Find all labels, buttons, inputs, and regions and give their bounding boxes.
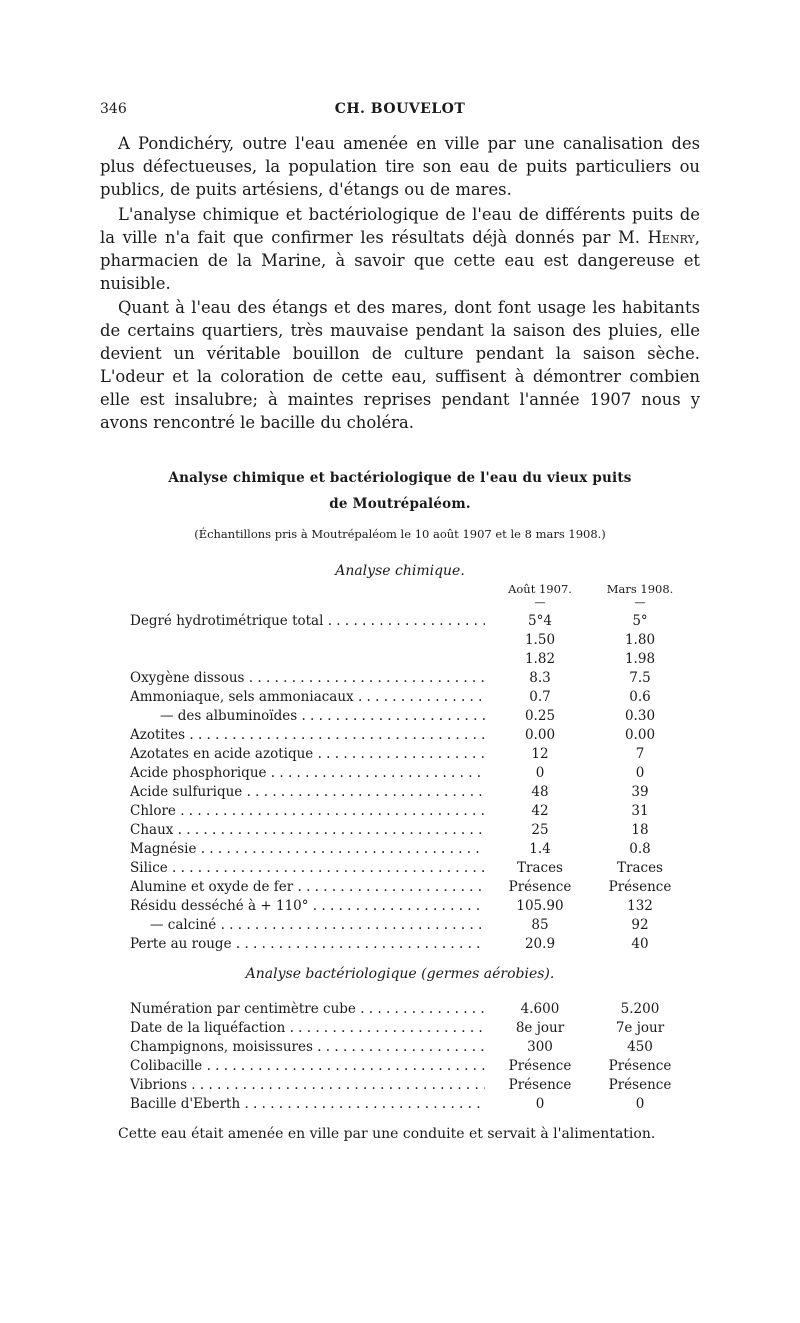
paragraph-2-text-a: L'analyse chimique et bactériologique de l'eau de différents puits de la ville n'a fait que confirmer les résultats déjà donnés par M.: [100, 205, 700, 247]
row-value-1907: 1.82: [524, 651, 556, 667]
row-label: Degré hydrotimétrique total . . .: [130, 612, 485, 631]
row-label: — des albuminoïdes . . .: [130, 707, 485, 726]
row-label: Perte au rouge . . .: [130, 935, 485, 954]
row-value-1908: 18: [631, 822, 649, 838]
row-label: Numération par centimètre cube . . .: [130, 1000, 485, 1019]
running-head: CH. BOUVELOT: [334, 101, 466, 117]
column-header-dash-2: —: [634, 596, 646, 609]
row-value-1907: 20.9: [524, 936, 556, 952]
row-value-1907: 0.00: [524, 727, 556, 743]
table-row: [130, 935, 690, 954]
row-label: Colibacille . . .: [130, 1057, 485, 1076]
author-name-henry: Henry: [647, 228, 695, 247]
row-value-1908: 40: [631, 936, 649, 952]
paragraph-2: [100, 203, 700, 295]
row-value-1908: 5.200: [620, 1001, 660, 1017]
row-label: Magnésie . . .: [130, 840, 485, 859]
table-row: [130, 878, 690, 897]
row-value-1908: 0: [635, 765, 645, 781]
table-row: [130, 669, 690, 688]
table-row: [130, 783, 690, 802]
paragraph-1: A Pondichéry, outre l'eau amenée en ville par une canalisation des plus défectueuses, la population tire son eau de puits particuliers ou publics, de puits artésiens, d'étangs ou de mares.: [100, 134, 700, 199]
row-value-1907: Présence: [508, 1077, 572, 1093]
row-value-1908: 1.80: [624, 632, 656, 648]
table-row: [130, 897, 690, 916]
row-value-1908: Présence: [608, 1077, 672, 1093]
row-value-1907: 1.4: [529, 841, 551, 857]
row-value-1907: 8.3: [529, 670, 551, 686]
paragraph-3: Quant à l'eau des étangs et des mares, dont font usage les habitants de certains quartiers, très mauvaise pendant la saison des pluies, elle devient un véritable bouillon de culture pendant la saison sèche. L'odeur et la coloration de cette eau, suffisent à démontrer combien elle est insalubre; à maintes reprises pendant l'année 1907 nous y avons rencontré le bacille du choléra.: [100, 298, 700, 432]
page-header: [100, 101, 700, 123]
column-header-mars-1908: Mars 1908.: [606, 582, 674, 596]
row-value-1908: 7e jour: [615, 1020, 665, 1036]
row-label: Résidu desséché à + 110° . . .: [130, 897, 485, 916]
table-row: [130, 916, 690, 935]
page-number: 346: [100, 101, 127, 117]
table-row-matiere-acide: [130, 631, 690, 650]
row-value-1907: Traces: [517, 860, 563, 876]
table-row: [130, 688, 690, 707]
row-value-1907: 105.90: [516, 898, 564, 914]
row-value-1907: 0: [535, 1096, 545, 1112]
row-label: Azotites . . .: [130, 726, 485, 745]
row-value-1907: 5°4: [528, 613, 552, 629]
table-row: [130, 745, 690, 764]
table-row: [130, 802, 690, 821]
row-value-1908: 0.6: [629, 689, 651, 705]
row-value-1907: 4.600: [520, 1001, 560, 1017]
row-value-1908: Présence: [608, 879, 672, 895]
row-label: Champignons, moisissures . . .: [130, 1038, 485, 1057]
table-row: [130, 726, 690, 745]
row-label: Acide sulfurique . . .: [130, 783, 485, 802]
row-value-1908: 0: [635, 1096, 645, 1112]
table-row: [130, 821, 690, 840]
row-value-1907: 1.50: [524, 632, 556, 648]
table-row: [130, 612, 690, 631]
row-value-1908: 39: [631, 784, 649, 800]
row-value-1907: 25: [531, 822, 549, 838]
row-label: Ammoniaque, sels ammoniacaux . . .: [130, 688, 485, 707]
row-label: Bacille d'Eberth . . .: [130, 1095, 485, 1114]
row-value-1907: 300: [527, 1039, 553, 1055]
section-chemical-heading: Analyse chimique.: [335, 563, 465, 579]
row-value-1908: 132: [627, 898, 653, 914]
row-value-1907: Présence: [508, 879, 572, 895]
row-value-1908: Présence: [608, 1058, 672, 1074]
table-row-matiere-alcaline: [130, 650, 690, 669]
table-row: [130, 1057, 690, 1076]
column-header-dash-1: —: [534, 596, 546, 609]
row-label: Chaux . . .: [130, 821, 485, 840]
row-label: Acide phosphorique . . .: [130, 764, 485, 783]
row-label: Silice . . .: [130, 859, 485, 878]
column-header-aout-1907: Août 1907.: [508, 582, 572, 596]
table-title-line-1: Analyse chimique et bactériologique de l'eau du vieux puits: [168, 470, 632, 486]
table-row: [130, 1038, 690, 1057]
row-label: — calciné . . .: [130, 916, 485, 935]
row-value-1907: 12: [531, 746, 549, 762]
row-value-1908: Traces: [617, 860, 663, 876]
row-value-1908: 450: [627, 1039, 653, 1055]
table-row: [130, 1095, 690, 1114]
row-value-1908: 31: [631, 803, 649, 819]
row-value-1907: 0.25: [524, 708, 556, 724]
table-row: [130, 764, 690, 783]
row-label: Alumine et oxyde de fer . . .: [130, 878, 485, 897]
paragraph-2-text-b: , pharmacien de la Marine, à savoir que cette eau est dangereuse et nuisible.: [100, 228, 700, 293]
table-row: [130, 840, 690, 859]
row-value-1908: 7.5: [629, 670, 651, 686]
table-title-line-2: de Moutrépaléom.: [329, 496, 471, 512]
row-value-1907: 42: [531, 803, 549, 819]
row-value-1907: 48: [531, 784, 549, 800]
row-value-1908: 92: [631, 917, 649, 933]
row-value-1908: 5°: [632, 613, 648, 629]
section-bacteriological-heading: Analyse bactériologique (germes aérobies).: [245, 966, 555, 982]
row-value-1907: 0: [535, 765, 545, 781]
row-value-1907: 8e jour: [515, 1020, 565, 1036]
table-row: [130, 1000, 690, 1019]
row-label: Vibrions . . .: [130, 1076, 485, 1095]
table-row: [130, 1076, 690, 1095]
row-value-1908: 1.98: [624, 651, 656, 667]
footer-note: Cette eau était amenée en ville par une conduite et servait à l'alimentation.: [118, 1126, 656, 1142]
row-label: Chlore . . .: [130, 802, 485, 821]
table-subtitle: (Échantillons pris à Moutrépaléom le 10 août 1907 et le 8 mars 1908.): [194, 527, 606, 541]
row-value-1908: 7: [635, 746, 645, 762]
row-value-1908: 0.8: [629, 841, 651, 857]
row-value-1907: 85: [531, 917, 549, 933]
row-label: Date de la liquéfaction . . .: [130, 1019, 485, 1038]
table-row: [130, 1019, 690, 1038]
row-value-1907: Présence: [508, 1058, 572, 1074]
row-label: Oxygène dissous . . .: [130, 669, 485, 688]
row-value-1908: 0.00: [624, 727, 656, 743]
row-value-1907: 0.7: [529, 689, 551, 705]
table-row: [130, 707, 690, 726]
row-value-1908: 0.30: [624, 708, 656, 724]
table-row: [130, 859, 690, 878]
row-label: Azotates en acide azotique . . .: [130, 745, 485, 764]
